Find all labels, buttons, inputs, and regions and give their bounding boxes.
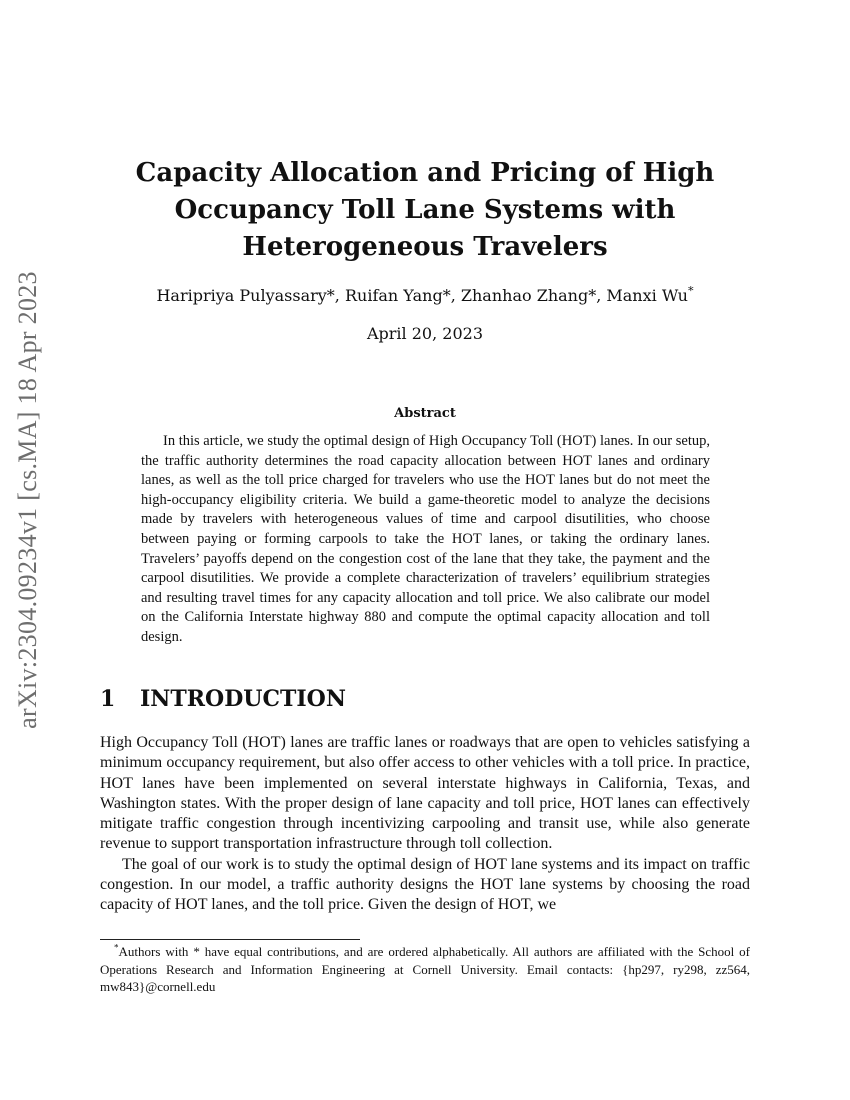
- abstract-body: In this article, we study the optimal design of High Occupancy Toll (HOT) lanes. In our setup, the traffic authority determines the road capacity allocation between HOT lanes and ordinary lanes, as well as the toll price charged for travelers who use the HOT lanes but do not meet the high-occupancy eligibility criteria. We build a game-theoretic model to analyze the decisions made by travelers with heterogeneous values of time and carpool disutilities, who choose between paying or forming carpools to take the HOT lanes, or taking the ordinary lanes. Travelers’ payoffs depend on the congestion cost of the lane that they take, the payment and the carpool disutilities. We provide a complete characterization of travelers’ equilibrium strategies and resulting travel times for any capacity allocation and toll price. We also calibrate our model on the California Interstate highway 880 and compute the optimal capacity allocation and toll design.: [141, 433, 710, 645]
- arxiv-sidebar: [8, 271, 48, 729]
- footnote-mark: *: [114, 942, 119, 953]
- intro-paragraph-2: The goal of our work is to study the optimal design of HOT lane systems and its impact on traffic congestion. In our model, a traffic authority designs the HOT lane systems by choosing the road capacity of HOT lanes, and the toll price. Given the design of HOT, we: [100, 855, 750, 914]
- paper-title: Capacity Allocation and Pricing of High Occupancy Toll Lane Systems with Heterogeneous Travelers: [135, 158, 715, 262]
- author-names: Haripriya Pulyassary*, Ruifan Yang*, Zhanhao Zhang*, Manxi Wu: [156, 286, 688, 305]
- section-title: INTRODUCTION: [140, 686, 346, 712]
- publication-date: April 20, 2023: [366, 324, 483, 343]
- section-number: 1: [100, 686, 116, 712]
- footnote-rule: [100, 939, 360, 940]
- footnote: [100, 943, 750, 996]
- intro-paragraph-1: High Occupancy Toll (HOT) lanes are traffic lanes or roadways that are open to vehicles satisfying a minimum occupancy requirement, but also offer access to other vehicles with a toll price. In practice, HOT lanes have been implemented on several interstate highways in California, Texas, and Washington states. With the proper design of lane capacity and toll price, HOT lanes can effectively mitigate traffic congestion through incentivizing carpooling and transit use, while also generate revenue to support transportation infrastructure through toll collection.: [100, 734, 750, 853]
- abstract-heading: Abstract: [394, 406, 456, 421]
- author-footnote-mark: *: [687, 284, 694, 298]
- author-list: [100, 286, 750, 305]
- section-heading: [100, 686, 750, 712]
- introduction-body: [100, 733, 750, 916]
- arxiv-identifier: arXiv:2304.09234v1 [cs.MA] 18 Apr 2023: [13, 271, 42, 729]
- footnote-text: Authors with * have equal contributions, and are ordered alphabetically. All authors are affiliated with the School of Operations Research and Information Engineering at Cornell University. Email contacts: {hp297, ry298, zz564, mw843}@cornell.edu: [100, 944, 750, 994]
